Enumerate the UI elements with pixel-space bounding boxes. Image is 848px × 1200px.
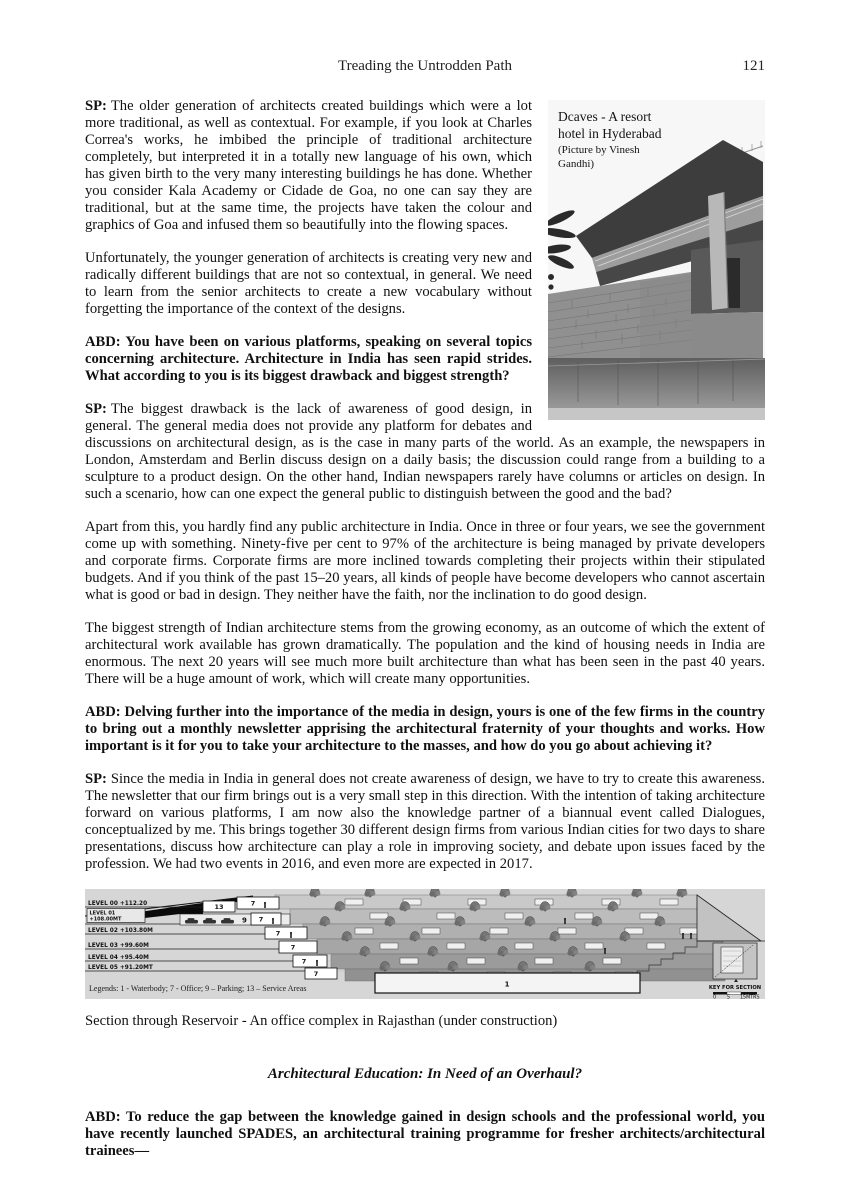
caption-text: Section through Reservoir - An office complex in Rajasthan (under construction) xyxy=(85,1013,558,1029)
speaker-label: SP: xyxy=(85,771,107,787)
key-for-section xyxy=(709,943,761,999)
page-number: 121 xyxy=(742,58,765,74)
paragraph-text: Unfortunately, the younger generation of architects is creating very new and radically different buildings that are not so contextual, in general. We need to learn from the senior architects to create a new vocabulary without forgetting the importance of the context of the designs. xyxy=(85,250,532,317)
section-heading: Architectural Education: In Need of an Overhaul? xyxy=(267,1066,583,1082)
building-photo-figure xyxy=(548,100,765,420)
scale-label-5: 5 xyxy=(727,995,731,999)
photo-caption-line2: hotel in Hyderabad xyxy=(558,126,662,141)
speaker-label: SP: xyxy=(85,98,107,114)
paragraph-4 xyxy=(85,519,765,604)
paragraph-text: ABD: Delving further into the importance of the media in design, yours is one of the few firms in the country to bring out a monthly newsletter apprising the architectural fraternity of your thoughts and works. How important is it for you to take your architecture to the masses, and how do you go about achieving it? xyxy=(85,704,765,754)
level-label-05: LEVEL 05 +91.20MT xyxy=(88,965,153,971)
paragraph-text: The older generation of architects created buildings which were a lot more traditional, as well as contextual. For example, if you look at Charles Correa's works, he imbibed the principle of traditional architecture completely, but interpreted it in a totally new language of his own, which has given birth to the very many interesting buildings he has done. Whether you consider Kala Academy or Cidade de Goa, no one can say they are traditional, but at the same time, the projects have taken the colour and graphics of Goa and infused them so beautifully into the flowing spaces. xyxy=(85,98,532,233)
key-for-section-title: KEY FOR SECTION xyxy=(708,985,762,991)
running-header xyxy=(85,58,765,75)
level-label-00: LEVEL 00 +112.20 xyxy=(88,901,148,907)
side-wall xyxy=(691,312,763,359)
paragraph-5 xyxy=(85,620,765,688)
pool-edge xyxy=(548,408,765,420)
scale-label-0: 0 xyxy=(713,995,717,999)
waterbody-number-label: 1 xyxy=(504,980,510,989)
office-number-label: 7 xyxy=(258,915,264,924)
office-number-label: 7 xyxy=(250,899,256,908)
building-photo xyxy=(548,100,765,420)
page-title: Treading the Untrodden Path xyxy=(337,58,512,74)
paragraph-text: Apart from this, you hardly find any public architecture in India. Once in three or four years, we see the government come up with something. Ninety-five per cent to 97% of the architecture is being managed by private developers and corporate firms. Corporate firms are more inclined towards completing their projects within their stipulated budgets. And if you think of the past 15–20 years, all kinds of people have become developers who cannot ascertain what is good or bad in design. They neither have the faith, nor the inclination to do good design. xyxy=(85,519,765,603)
office-number-label: 7 xyxy=(313,970,319,978)
paragraph-text: The biggest strength of Indian architecture stems from the growing economy, as an outcome of which the extent of architectural work available has grown dramatically. The population and the kind of housing needs in India are enormous. The next 20 years will see much more built architecture than what has been seen in the past 40 years. There will be a huge amount of work, which will create many opportunities. xyxy=(85,620,765,687)
diagram-legend: Legends: 1 - Waterbody; 7 - Office; 9 – Parking; 13 – Service Areas xyxy=(89,984,307,993)
diagram-caption xyxy=(85,1013,765,1030)
level-label-01b: +108.00MT xyxy=(89,916,122,923)
paragraph-text: Since the media in India in general does not create awareness of design, we have to try to create this awareness. The newsletter that our firm brings out is a very small step in this direction. With the intention of taking architecture forward on various platforms, I am now also the knowledge partner of a biannual event called Dialogues, conceptualized by me. This brings together 30 different design firms from various Indian cities for two days to share presentations, discuss how architecture can play a role in improving society, and debate upon issues faced by the profession. We had two events in 2016, and even more are expected in 2017. xyxy=(85,771,765,872)
office-number-label: 7 xyxy=(301,957,307,966)
section-diagram-figure xyxy=(85,889,765,999)
section-diagram xyxy=(85,889,765,999)
question-abd-2 xyxy=(85,704,765,755)
service-number-label: 13 xyxy=(214,903,224,911)
photo-credit-line1: (Picture by Vinesh xyxy=(558,144,640,156)
office-number-label: 7 xyxy=(290,943,296,952)
page-content xyxy=(85,98,765,1176)
level-label-04: LEVEL 04 +95.40M xyxy=(88,955,149,961)
photo-caption-line1: Dcaves - A resort xyxy=(558,109,652,124)
scale-label-15: 15MTRS xyxy=(740,995,760,999)
paragraph-sp-3 xyxy=(85,771,765,873)
speaker-label: SP: xyxy=(85,401,107,417)
level-label-01a: LEVEL 01 xyxy=(89,910,116,917)
question-abd-3 xyxy=(85,1109,765,1160)
paragraph-text: ABD: You have been on various platforms, speaking on several topics concerning architecture. Architecture in India has seen rapid strides. What according to you is its biggest drawback and biggest strength? xyxy=(85,334,532,384)
parking-number-label: 9 xyxy=(242,916,247,925)
office-number-label: 7 xyxy=(275,929,281,938)
paragraph-text: ABD: To reduce the gap between the knowledge gained in design schools and the professional world, you have recently launched SPADES, an architectural training programme for fresher architects/architectural trainees— xyxy=(85,1109,765,1159)
level-label-02: LEVEL 02 +103.80M xyxy=(88,928,153,934)
paragraph-text: The biggest drawback is the lack of awareness of good design, in general. The general media does not provide any platform for debates and discussions on architectural design, as is the case in many parts of the world. As an example, the newspapers in London, Amsterdam and Berlin discuss design on a daily basis; the discussion could range from a building to a sculpture to a product design. On the other hand, Indian newspapers rarely have columns or articles on design. In such a scenario, how can one expect the general public to distinguish between the good and the bad? xyxy=(85,401,765,502)
water-pool xyxy=(548,358,765,410)
level-label-03: LEVEL 03 +99.60M xyxy=(88,943,149,949)
waterbody xyxy=(375,973,640,993)
photo-credit-line2: Gandhi) xyxy=(558,158,595,170)
